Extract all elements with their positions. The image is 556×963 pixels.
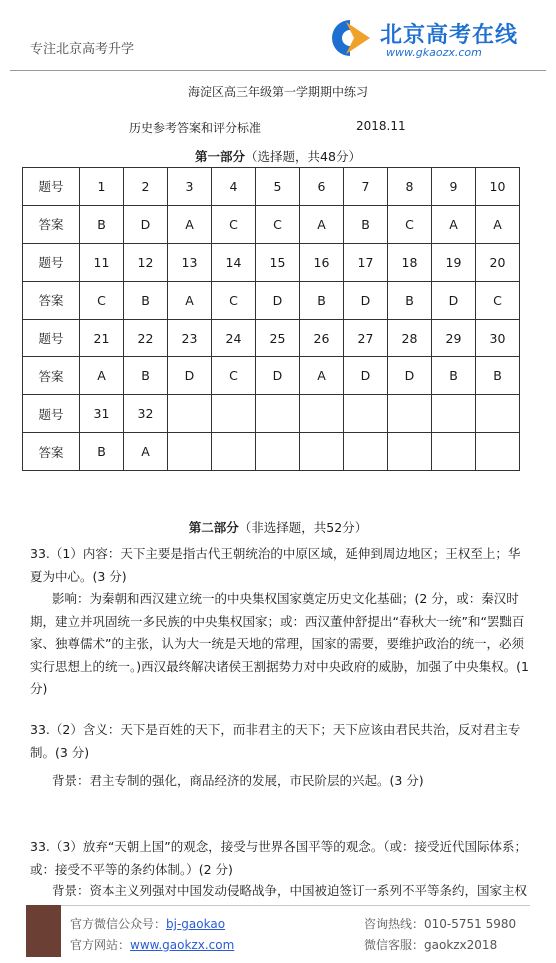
question-number: 7 xyxy=(344,168,388,206)
q33-1-impact: 影响：为秦朝和西汉建立统一的中央集权国家奠定历史文化基础；(2 分，或：秦汉时期，建立并巩固统一多民族的中央集权国家；或：西汉董仲舒提出“春秋大一统”和“罢黜百家、独尊儒术”的主张，认为大一统是天地的常理，国家的需要，要维护政治的统一，必须实行思想上的统一。)西汉最终解决诸侯王割据势力对中央政府的威胁，加强了中央集权。(1分) xyxy=(30,591,529,696)
question-number: 4 xyxy=(212,168,256,206)
question-label: 题号 xyxy=(23,395,80,433)
answer-cell: A xyxy=(476,205,520,243)
question-number: 17 xyxy=(344,243,388,281)
question-number: 16 xyxy=(300,243,344,281)
gk-logo-icon xyxy=(320,16,378,60)
footer-service: 微信客服：gaokzx2018 xyxy=(364,938,498,952)
question-number: 20 xyxy=(476,243,520,281)
answer-cell: A xyxy=(80,357,124,395)
answer-cell xyxy=(388,433,432,471)
table-row-question xyxy=(23,243,520,281)
answer-cell: D xyxy=(256,281,300,319)
footer-site-link[interactable]: www.gaokzx.com xyxy=(130,938,235,952)
footer-hotline: 咨询热线：010-5751 5980 xyxy=(364,917,517,931)
doc-subtitle: 历史参考答案和评分标准 xyxy=(129,121,262,135)
answer-cell: C xyxy=(212,357,256,395)
answer-cell xyxy=(344,433,388,471)
question-number: 9 xyxy=(432,168,476,206)
answer-cell: A xyxy=(168,205,212,243)
table-row-answer xyxy=(23,281,520,319)
question-label: 题号 xyxy=(23,319,80,357)
part1-note: （选择题，共48分） xyxy=(245,149,361,164)
answer-cell: A xyxy=(168,281,212,319)
answer-cell xyxy=(212,433,256,471)
question-label: 题号 xyxy=(23,243,80,281)
answer-cell: D xyxy=(124,205,168,243)
question-number: 23 xyxy=(168,319,212,357)
footer-site-label: 官方网站： xyxy=(70,938,131,952)
answer-cell: C xyxy=(476,281,520,319)
question-number xyxy=(256,395,300,433)
logo-url: www.gkaozx.com xyxy=(386,46,482,59)
q33-1-content: 33.（1）内容：天下主要是指古代王朝统治的中原区域，延伸到周边地区；王权至上；华夏为中心。(3 分) xyxy=(30,546,521,584)
part1-bold: 第一部分 xyxy=(195,149,246,164)
question-number: 21 xyxy=(80,319,124,357)
question-number: 28 xyxy=(388,319,432,357)
answer-cell: D xyxy=(168,357,212,395)
page-footer xyxy=(26,905,530,957)
q33-3-content: 33.（3）放弃“天朝上国”的观念，接受与世界各国平等的观念。（或：接受近代国际体系；或：接受不平等的条约体制。）(2 分) xyxy=(30,839,528,877)
footer-color-bar xyxy=(26,905,61,957)
table-row-answer xyxy=(23,205,520,243)
question-number: 26 xyxy=(300,319,344,357)
answer-cell: B xyxy=(124,281,168,319)
answer-label: 答案 xyxy=(23,357,80,395)
q33-2-background: 背景：君主专制的强化，商品经济的发展，市民阶层的兴起。(3 分) xyxy=(52,773,424,788)
answer-cell: D xyxy=(432,281,476,319)
question-number: 32 xyxy=(124,395,168,433)
answer-table xyxy=(22,167,520,471)
footer-wechat xyxy=(70,915,225,932)
question-number: 2 xyxy=(124,168,168,206)
answer-label: 答案 xyxy=(23,205,80,243)
answer-cell: D xyxy=(256,357,300,395)
question-number: 13 xyxy=(168,243,212,281)
table-row-question xyxy=(23,395,520,433)
answer-cell: B xyxy=(80,205,124,243)
part2-bold: 第二部分 xyxy=(188,520,239,535)
answer-cell xyxy=(256,433,300,471)
header-divider xyxy=(10,70,546,71)
question-number: 22 xyxy=(124,319,168,357)
table-row-answer xyxy=(23,433,520,471)
footer-divider xyxy=(61,905,530,906)
doc-title: 海淀区高三年级第一学期期中练习 xyxy=(187,85,368,99)
answer-cell xyxy=(476,433,520,471)
answer-cell: D xyxy=(388,357,432,395)
footer-wechat-label: 官方微信公众号： xyxy=(70,917,167,931)
table-row-question xyxy=(23,319,520,357)
question-number: 12 xyxy=(124,243,168,281)
answer-cell: A xyxy=(124,433,168,471)
answer-cell: B xyxy=(344,205,388,243)
answer-cell: A xyxy=(432,205,476,243)
question-number: 30 xyxy=(476,319,520,357)
question-number: 14 xyxy=(212,243,256,281)
answer-cell: B xyxy=(124,357,168,395)
answer-cell: B xyxy=(388,281,432,319)
answer-cell: A xyxy=(300,357,344,395)
answer-label: 答案 xyxy=(23,433,80,471)
question-number xyxy=(388,395,432,433)
answer-cell: C xyxy=(388,205,432,243)
question-number: 8 xyxy=(388,168,432,206)
question-label: 题号 xyxy=(23,168,80,206)
question-number: 6 xyxy=(300,168,344,206)
part2-note: （非选择题，共52分） xyxy=(238,520,368,535)
answer-cell xyxy=(168,433,212,471)
answer-cell: B xyxy=(300,281,344,319)
question-number: 1 xyxy=(80,168,124,206)
question-number: 27 xyxy=(344,319,388,357)
part1-heading xyxy=(0,147,556,165)
question-number xyxy=(432,395,476,433)
answer-cell: C xyxy=(212,205,256,243)
q33-3-background: 背景：资本主义列强对中国发动侵略战争，中国被迫签订一系列不平等条约，国家主权 xyxy=(52,883,528,898)
answer-cell: B xyxy=(476,357,520,395)
footer-site xyxy=(70,936,234,953)
question-number: 5 xyxy=(256,168,300,206)
question-number xyxy=(168,395,212,433)
question-number: 15 xyxy=(256,243,300,281)
question-number: 19 xyxy=(432,243,476,281)
question-number: 11 xyxy=(80,243,124,281)
question-number: 24 xyxy=(212,319,256,357)
table-row-answer xyxy=(23,357,520,395)
question-number: 10 xyxy=(476,168,520,206)
answer-cell: C xyxy=(256,205,300,243)
logo-text: 北京高考在线 xyxy=(380,23,519,48)
question-number: 29 xyxy=(432,319,476,357)
q33-2-meaning: 33.（2）含义：天下是百姓的天下，而非君主的天下；天下应该由君民共治，反对君主专制。(3 分) xyxy=(30,722,521,760)
answer-cell: B xyxy=(80,433,124,471)
question-number xyxy=(212,395,256,433)
question-number: 31 xyxy=(80,395,124,433)
answer-cell: A xyxy=(300,205,344,243)
question-number xyxy=(344,395,388,433)
answer-cell xyxy=(300,433,344,471)
answer-cell: D xyxy=(344,281,388,319)
header-slogan: 专注北京高考升学 xyxy=(30,42,135,57)
site-logo[interactable] xyxy=(320,14,530,62)
table-row-question xyxy=(23,168,520,206)
question-number xyxy=(476,395,520,433)
answer-cell: C xyxy=(212,281,256,319)
question-number: 3 xyxy=(168,168,212,206)
part2-heading xyxy=(0,518,556,536)
answer-cell: C xyxy=(80,281,124,319)
question-number xyxy=(300,395,344,433)
doc-date: 2018.11 xyxy=(356,119,406,133)
question-number: 25 xyxy=(256,319,300,357)
footer-wechat-id[interactable]: bj-gaokao xyxy=(166,917,226,931)
answer-cell xyxy=(432,433,476,471)
answer-cell: D xyxy=(344,357,388,395)
answer-label: 答案 xyxy=(23,281,80,319)
question-number: 18 xyxy=(388,243,432,281)
answer-cell: B xyxy=(432,357,476,395)
